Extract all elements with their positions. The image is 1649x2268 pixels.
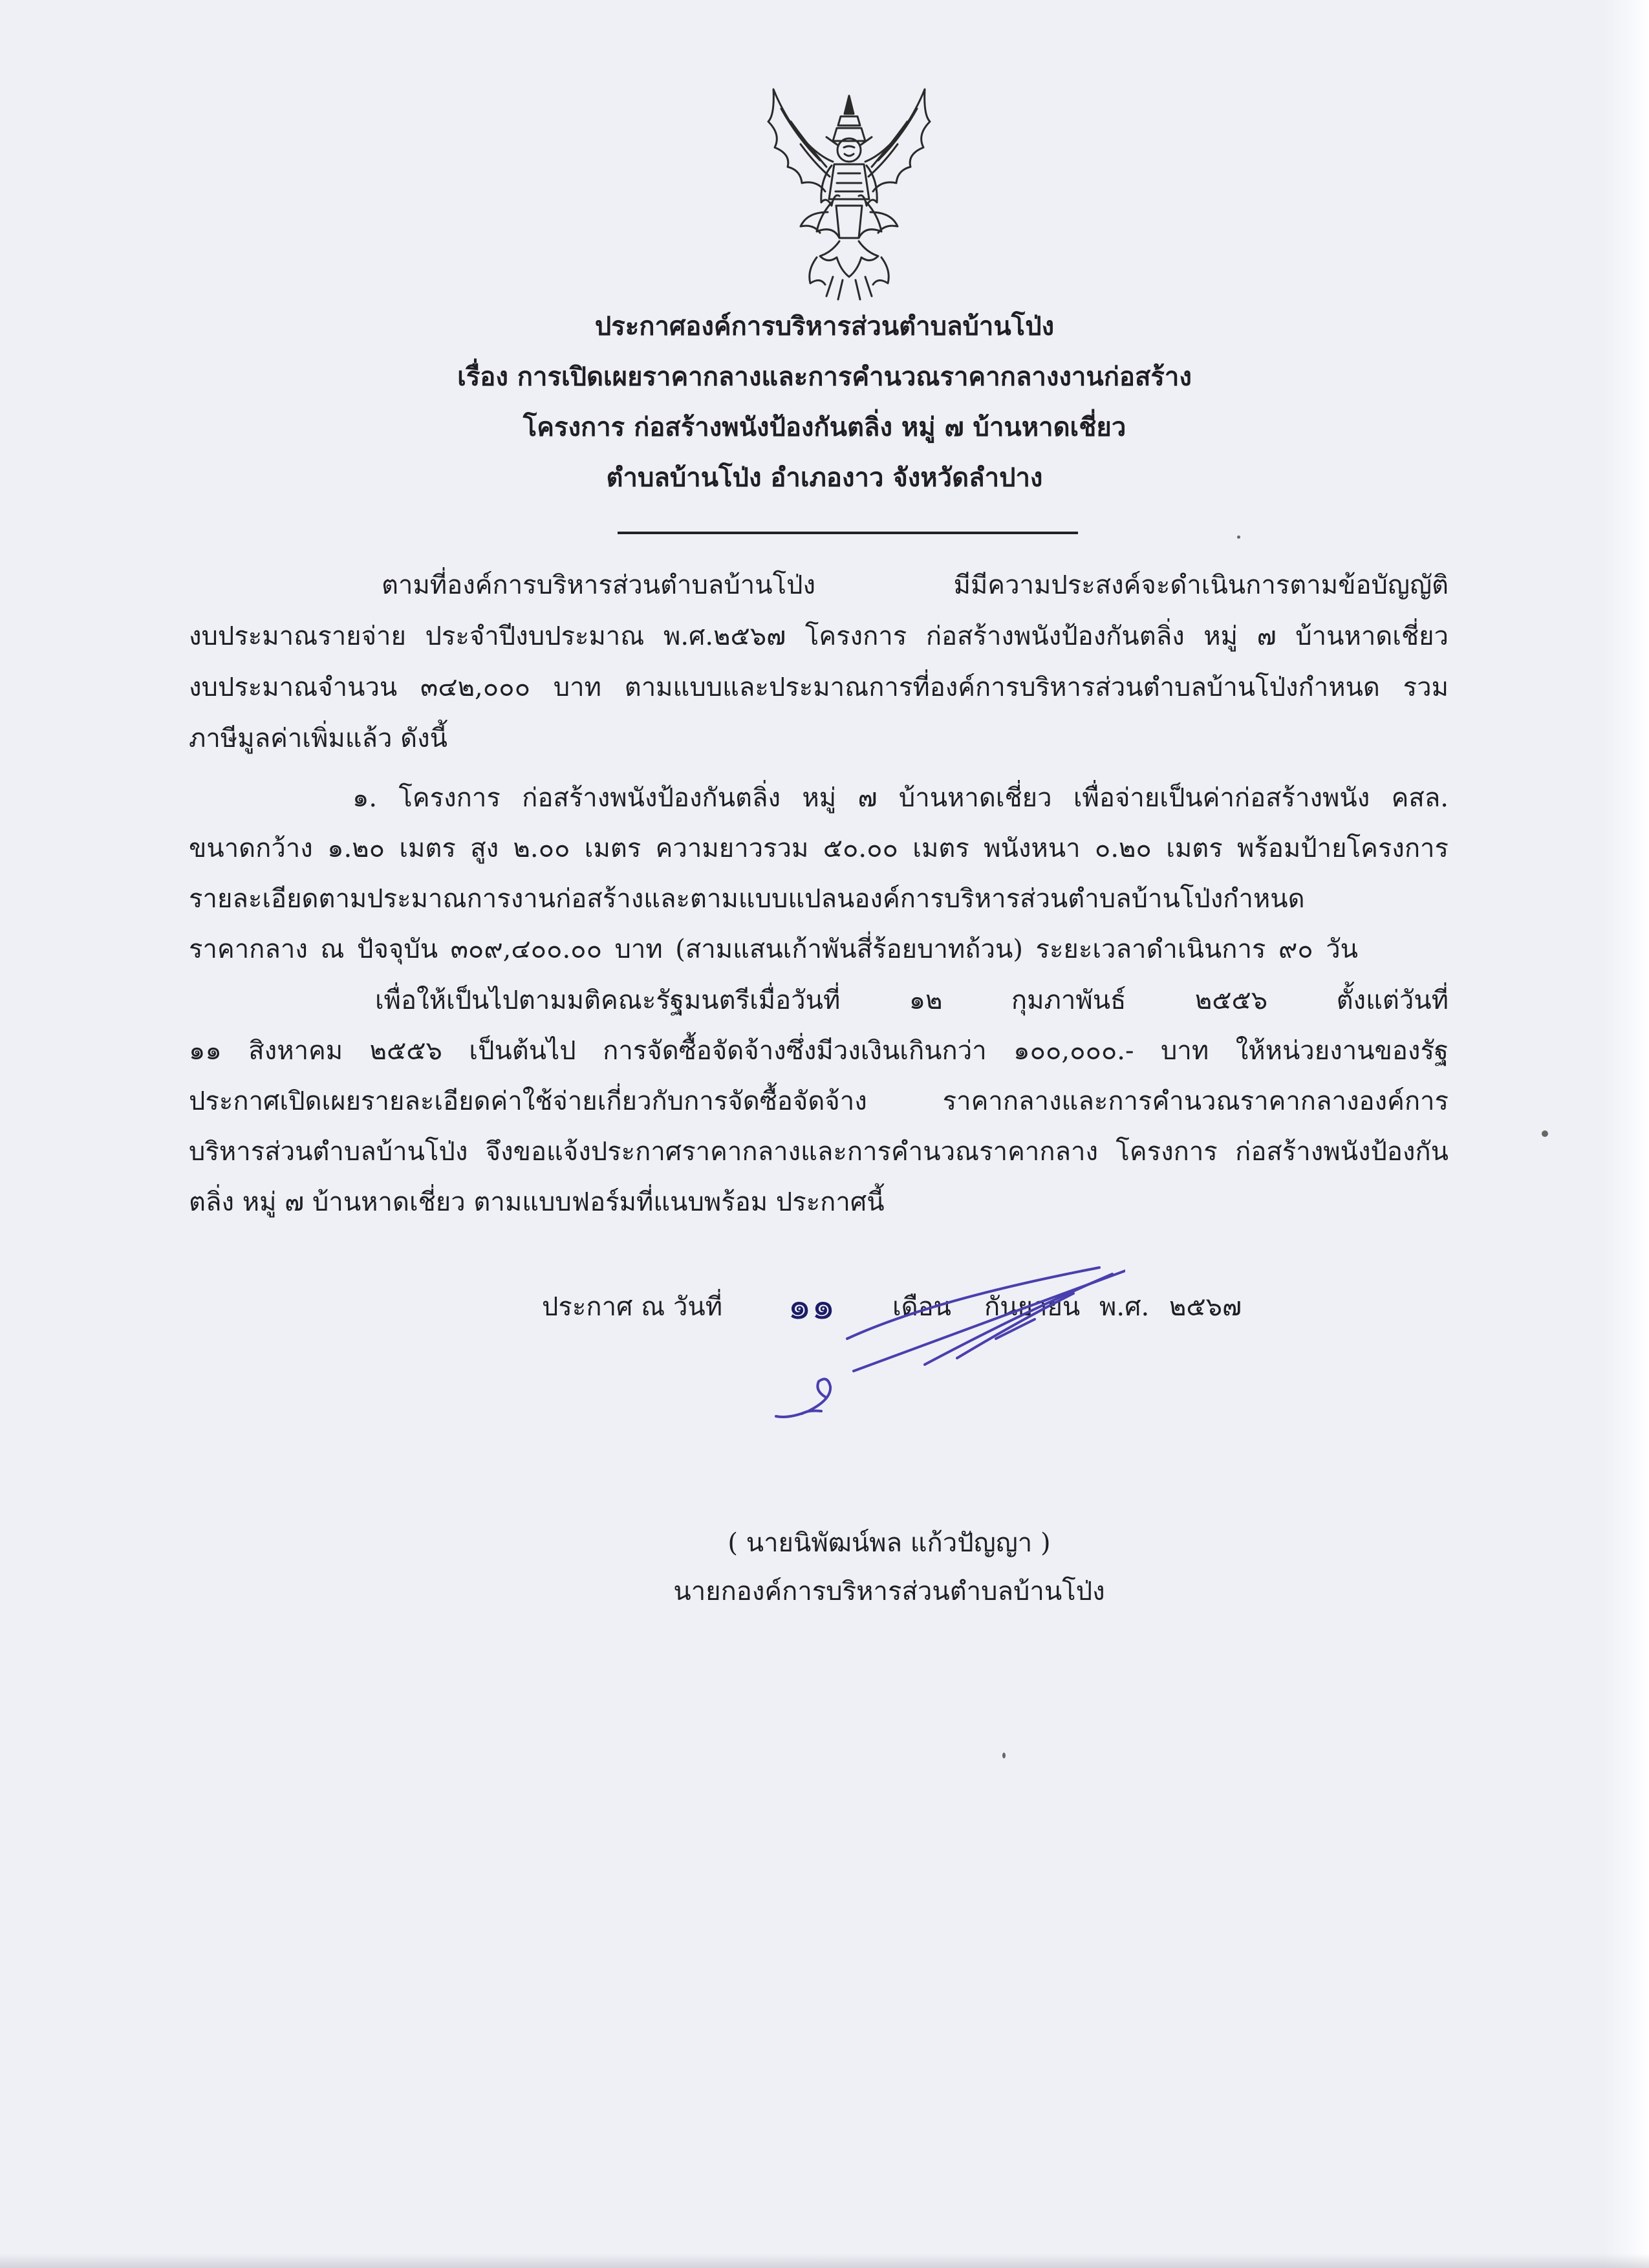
scan-speck — [1002, 1753, 1006, 1758]
paragraph-1-line-2: งบประมาณรายจ่าย ประจำปีงบประมาณ พ.ศ.๒๕๖๗ โครงการ ก่อสร้างพนังป้องกันตลิ่ง หมู่ ๗ บ้านหาดเชี่ยว — [189, 621, 1449, 651]
signer-name: ( นายนิพัฒน์พล แก้วปัญญา ) — [727, 1528, 1051, 1558]
date-day-handwritten: ๑๑ — [788, 1284, 835, 1328]
date-year: ๒๕๖๗ — [1169, 1292, 1242, 1322]
paragraph-3-line-3: ประกาศเปิดเผยรายละเอียดค่าใช้จ่ายเกี่ยวกับการจัดซื้อจัดจ้าง ราคากลางและการคำนวณราคากลางองค์การ — [189, 1086, 1449, 1116]
scan-speck — [1542, 1130, 1548, 1137]
heading-line-1: ประกาศองค์การบริหารส่วนตำบลบ้านโป่ง — [594, 312, 1055, 341]
paragraph-1-line-4: ภาษีมูลค่าเพิ่มแล้ว ดังนี้ — [189, 724, 448, 753]
date-month-label: เดือน — [892, 1292, 952, 1322]
paragraph-2-line-1: ๑. โครงการ ก่อสร้างพนังป้องกันตลิ่ง หมู่ ๗ บ้านหาดเชี่ยว เพื่อจ่ายเป็นค่าก่อสร้างพนัง คสล. — [352, 783, 1449, 813]
page-bottom-shadow — [0, 2254, 1649, 2268]
heading-line-3: โครงการ ก่อสร้างพนังป้องกันตลิ่ง หมู่ ๗ บ้านหาดเชี่ยว — [523, 413, 1126, 442]
heading-line-2: เรื่อง การเปิดเผยราคากลางและการคำนวณราคากลางงานก่อสร้าง — [457, 362, 1192, 392]
paragraph-2-line-3: รายละเอียดตามประมาณการงานก่อสร้างและตามแบบแปลนองค์การบริหารส่วนตำบลบ้านโป่งกำหนด — [189, 884, 1305, 914]
paragraph-3-line-4: บริหารส่วนตำบลบ้านโป่ง จึงขอแจ้งประกาศราคากลางและการคำนวณราคากลาง โครงการ ก่อสร้างพนังป้องกัน — [189, 1137, 1449, 1167]
scan-speck — [1237, 535, 1240, 539]
garuda-emblem-icon — [755, 83, 943, 303]
signer-position: นายกองค์การบริหารส่วนตำบลบ้านโป่ง — [673, 1577, 1105, 1606]
paragraph-2-line-2: ขนาดกว้าง ๑.๒๐ เมตร สูง ๒.๐๐ เมตร ความยาวรวม ๕๐.๐๐ เมตร พนังหนา ๐.๒๐ เมตร พร้อมป้ายโครงการ — [189, 834, 1449, 863]
paragraph-2-line-4: ราคากลาง ณ ปัจจุบัน ๓๐๙,๔๐๐.๐๐ บาท (สามแสนเก้าพันสี่ร้อยบาทถ้วน) ระยะเวลาดำเนินการ ๙๐ วัน — [189, 934, 1358, 964]
paragraph-3-line-2: ๑๑ สิงหาคม ๒๕๕๖ เป็นต้นไป การจัดซื้อจัดจ้างซึ่งมีวงเงินเกินกว่า ๑๐๐,๐๐๐.- บาท ให้หน่วยงานของรัฐ — [189, 1036, 1449, 1066]
paragraph-3-line-1: เพื่อให้เป็นไปตามมติคณะรัฐมนตรีเมื่อวันที่ ๑๒ กุมภาพันธ์ ๒๕๕๖ ตั้งแต่วันที่ — [375, 986, 1449, 1015]
paragraph-1-line-1: ตามที่องค์การบริหารส่วนตำบลบ้านโป่ง มีมีความประสงค์จะดำเนินการตามข้อบัญญัติ — [382, 570, 1449, 600]
date-prefix: ประกาศ ณ วันที่ — [542, 1292, 723, 1322]
date-month: กันยายน — [984, 1292, 1081, 1322]
date-year-label: พ.ศ. — [1099, 1292, 1150, 1322]
handwritten-signature — [763, 1261, 1125, 1442]
heading-line-4: ตำบลบ้านโป่ง อำเภองาว จังหวัดลำปาง — [606, 463, 1043, 493]
paragraph-3-line-5: ตลิ่ง หมู่ ๗ บ้านหาดเชี่ยว ตามแบบฟอร์มที่แนบพร้อม ประกาศนี้ — [189, 1187, 885, 1217]
paragraph-1-line-3: งบประมาณจำนวน ๓๔๒,๐๐๐ บาท ตามแบบและประมาณการที่องค์การบริหารส่วนตำบลบ้านโป่งกำหนด รวม — [189, 673, 1449, 702]
heading-divider — [618, 532, 1078, 534]
page-edge — [1604, 0, 1649, 2268]
